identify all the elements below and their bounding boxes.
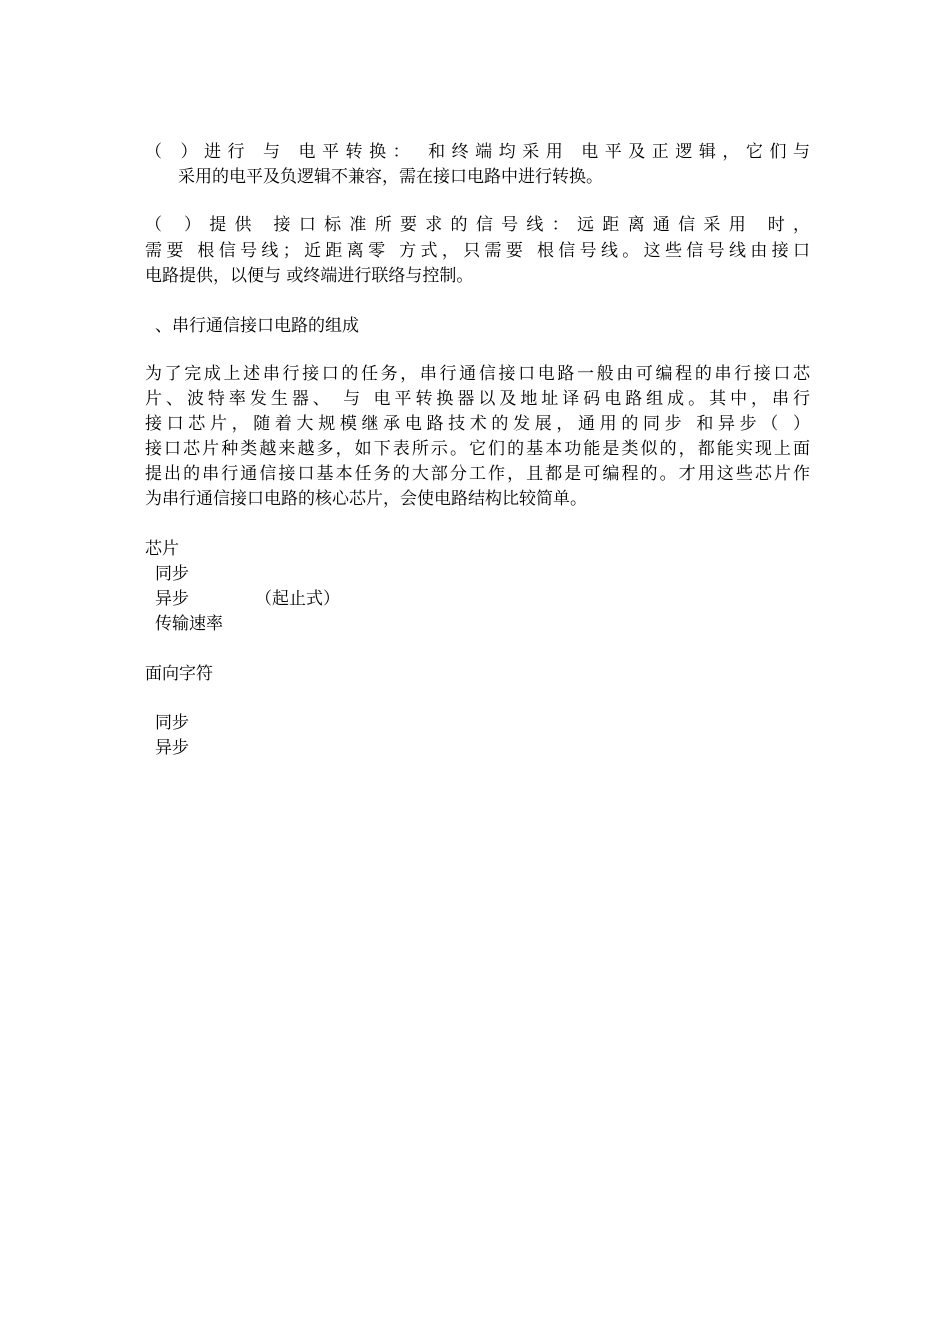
paragraph-1-line-2: 采用的电平及负逻辑不兼容，需在接口电路中进行转换。	[178, 167, 603, 187]
table-row-async-2: 异步	[155, 738, 189, 758]
table-row-sync: 同步	[155, 564, 189, 584]
paragraph-3-line-3: 接口芯片，随着大规模继承电路技术的发展，通用的同步 和异步（ ）	[145, 414, 810, 434]
paragraph-2-line-1: （ ）提供 接口标准所要求的信号线：远距离通信采用 时，	[145, 215, 810, 235]
paragraph-2-line-2: 需要 根信号线；近距离零 方式，只需要 根信号线。这些信号线由接口	[145, 241, 810, 261]
paragraph-2-line-3: 电路提供，以便与 或终端进行联络与控制。	[145, 266, 474, 286]
table-row-sync-2: 同步	[155, 713, 189, 733]
paragraph-3-line-6: 为串行通信接口电路的核心芯片，会使电路结构比较简单。	[145, 489, 587, 509]
table-row-rate: 传输速率	[155, 614, 223, 634]
paragraph-1-line-1: （ ）进行 与 电平转换： 和终端均采用 电平及正逻辑，它们与	[145, 142, 810, 162]
table-header-chip: 芯片	[145, 539, 179, 559]
paragraph-3-line-1: 为了完成上述串行接口的任务，串行通信接口电路一般由可编程的串行接口芯	[145, 364, 810, 384]
paragraph-3-line-4: 接口芯片种类越来越多，如下表所示。它们的基本功能是类似的，都能实现上面	[145, 439, 810, 459]
paragraph-3-line-2: 片、波特率发生器、 与 电平转换器以及地址译码电路组成。其中，串行	[145, 389, 810, 409]
section-heading: 、串行通信接口电路的组成	[155, 316, 359, 336]
paragraph-3-line-5: 提出的串行通信接口基本任务的大部分工作，且都是可编程的。才用这些芯片作	[145, 464, 810, 484]
table-group-heading: 面向字符	[145, 664, 213, 684]
table-row-async: 异步	[155, 589, 189, 609]
table-row-async-note: （起止式）	[255, 589, 340, 609]
